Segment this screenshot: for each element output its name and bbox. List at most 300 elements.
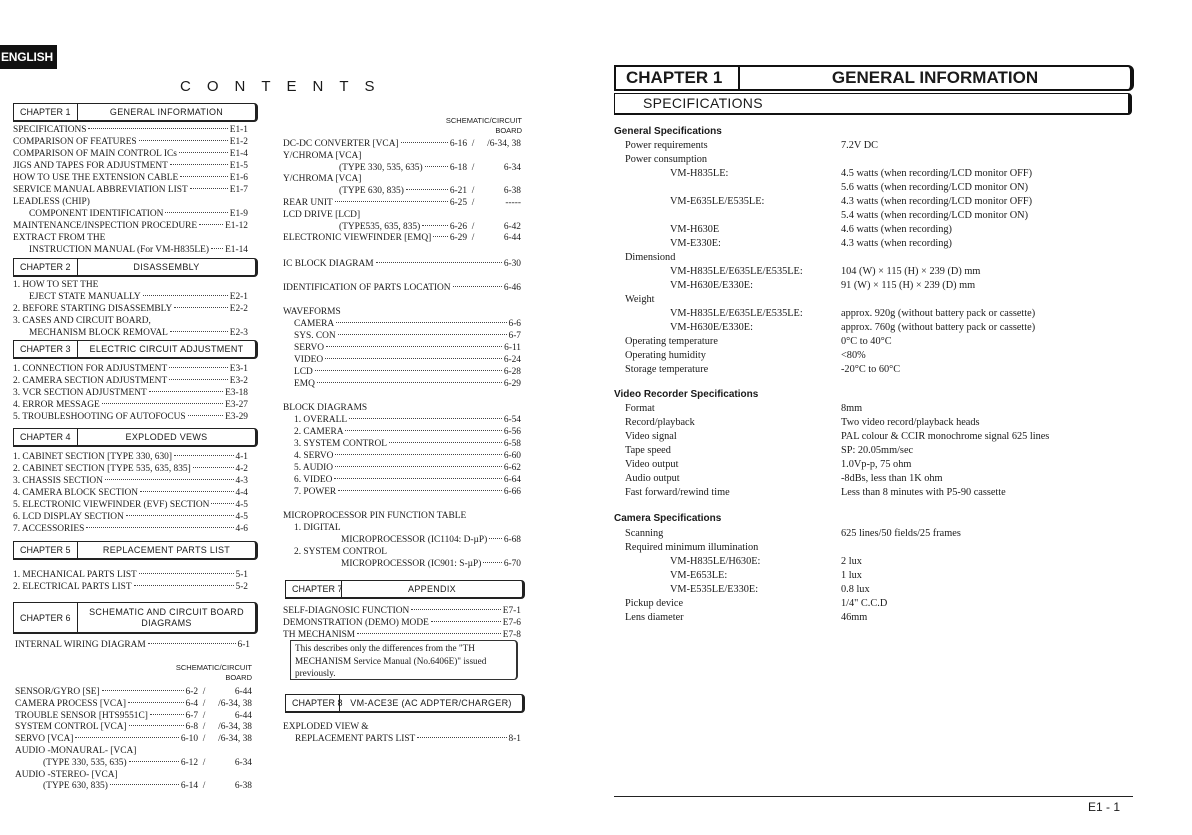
toc-entry-label: AUDIO -STEREO- [VCA] — [15, 769, 118, 780]
toc-entry-label: EXPLODED VIEW & — [283, 722, 369, 732]
toc-entry-page: 4-1 — [235, 452, 248, 462]
toc-entry-label: (TYPE 330, 535, 635) — [339, 162, 423, 173]
toc-leader — [389, 442, 502, 443]
toc-entry-label: MAINTENANCE/INSPECTION PROCEDURE — [13, 221, 198, 231]
toc-entry-label: SERVO [VCA] — [15, 734, 74, 745]
spec-label: VM-E535LE/E330E: — [670, 584, 759, 595]
spec-label: Power requirements — [625, 140, 708, 151]
toc-entry — [283, 617, 521, 629]
toc-entry-label: 3. CASES AND CIRCUIT BOARD, — [13, 316, 151, 326]
toc-entry — [15, 733, 252, 745]
toc-entry-label: SELF-DIAGNOSIC FUNCTION — [283, 606, 410, 616]
schematic-page: 6-2 — [185, 687, 199, 697]
toc-entry — [341, 558, 521, 570]
toc-entry — [294, 522, 521, 534]
toc-entry-page: E7-1 — [502, 606, 521, 616]
toc-entry-label: 4. SERVO — [294, 451, 334, 461]
toc-leader — [417, 737, 506, 738]
spec-label: Scanning — [625, 528, 664, 539]
spec-value: approx. 920g (without battery pack or cassette) — [841, 308, 1036, 319]
chapter-box-title: EXPLODED VEWS — [125, 432, 208, 442]
board-page: 6-34 — [503, 162, 521, 173]
spec-label: Lens diameter — [625, 612, 684, 623]
spec-label: VM-H630E — [670, 224, 720, 235]
toc-entry — [339, 185, 521, 197]
toc-entry — [294, 462, 521, 474]
toc-entry — [283, 197, 521, 209]
toc-leader — [150, 714, 184, 715]
toc-entry — [294, 546, 521, 558]
toc-entry-page: 4-6 — [235, 524, 248, 534]
toc-entry-label: 4. CAMERA BLOCK SECTION — [13, 488, 139, 498]
spec-value: 1/4" C.C.D — [841, 598, 888, 609]
toc-entry-label: CAMERA — [294, 319, 335, 329]
toc-entry — [339, 221, 521, 233]
toc-entry — [29, 244, 248, 256]
toc-entry — [43, 757, 252, 769]
toc-leader — [126, 515, 234, 516]
toc-entry-page: 5-1 — [235, 570, 248, 580]
toc-entry-label: MICROPROCESSOR (IC1104: D-µP) — [341, 535, 488, 545]
board-page: /6-34, 38 — [487, 139, 521, 149]
toc-entry-label: 1. OVERALL — [294, 415, 348, 425]
toc-entry — [13, 148, 248, 160]
spec-value: <80% — [841, 350, 866, 361]
toc-entry — [15, 686, 252, 698]
toc-entry-label: JIGS AND TAPES FOR ADJUSTMENT — [13, 161, 168, 171]
spec-value: 5.4 watts (when recording/LCD monitor ON) — [841, 210, 1029, 221]
page-separator: / — [198, 757, 210, 768]
toc-entry-page: 4-4 — [235, 488, 248, 498]
chapter-box — [13, 258, 258, 277]
toc-entry — [283, 209, 521, 221]
page-separator: / — [467, 162, 479, 173]
toc-entry — [15, 698, 252, 710]
toc-entry-label: 3. CHASSIS SECTION — [13, 476, 103, 486]
page-separator: / — [467, 198, 479, 208]
page-separator: / — [467, 139, 479, 149]
chapter-box-number: CHAPTER 5 — [14, 542, 78, 558]
page-separator: / — [467, 233, 479, 244]
toc-entry — [294, 366, 521, 378]
spec-label: Fast forward/rewind time — [625, 487, 730, 498]
chapter-box-number: CHAPTER 4 — [14, 429, 78, 445]
spec-value: 4.5 watts (when recording/LCD monitor OFF) — [841, 168, 1033, 179]
toc-leader — [88, 128, 227, 129]
toc-entry-label: 6. LCD DISPLAY SECTION — [13, 512, 124, 522]
toc-heading: BLOCK DIAGRAMS — [283, 403, 368, 413]
toc-entry — [294, 414, 521, 426]
toc-entry — [294, 342, 521, 354]
toc-leader — [102, 690, 184, 691]
toc-entry-page: 6-6 — [508, 319, 521, 329]
toc-leader — [75, 737, 178, 738]
toc-entry-label: (TYPE 630, 835) — [339, 186, 404, 197]
toc-entry — [294, 354, 521, 366]
toc-entry-label: LCD DRIVE [LCD] — [283, 209, 361, 220]
toc-entry-page: E3-1 — [229, 364, 248, 374]
toc-entry — [13, 232, 248, 244]
toc-entry-label: COMPARISON OF FEATURES — [13, 137, 137, 147]
toc-entry-label: 2. ELECTRICAL PARTS LIST — [13, 582, 132, 592]
spec-value: 4.3 watts (when recording/LCD monitor OFF) — [841, 196, 1033, 207]
toc-leader — [110, 784, 179, 785]
toc-entry-label: 5. AUDIO — [294, 463, 334, 473]
chapter-box — [285, 580, 525, 599]
chapter-box — [13, 602, 258, 634]
toc-leader — [338, 490, 502, 491]
toc-entry — [15, 745, 252, 757]
toc-entry-page: 6-54 — [503, 415, 521, 425]
page-separator: / — [198, 698, 210, 709]
spec-label: VM-H835LE/E635LE/E535LE: — [670, 308, 803, 319]
toc-leader — [86, 527, 233, 528]
toc-entry-label: 1. MECHANICAL PARTS LIST — [13, 570, 137, 580]
page-separator: / — [467, 186, 479, 197]
board-page: /6-34, 38 — [218, 722, 252, 733]
chapter-box-number: CHAPTER 1 — [14, 104, 78, 120]
schematic-page: 6-10 — [180, 734, 199, 745]
toc-entry-page: 4-5 — [235, 500, 248, 510]
toc-entry-label: EXTRACT FROM THE — [13, 233, 106, 243]
schematic-page: 6-7 — [185, 710, 199, 721]
toc-entry-label: 5. TROUBLESHOOTING OF AUTOFOCUS — [13, 412, 186, 422]
schematic-page: 6-29 — [449, 233, 468, 244]
toc-entry-label: 2. SYSTEM CONTROL — [294, 547, 387, 557]
toc-entry — [13, 279, 248, 291]
footer-rule — [614, 796, 1133, 797]
toc-entry-label: (TYPE535, 635, 835) — [339, 221, 421, 232]
chapter-box-title: DISASSEMBLY — [133, 262, 200, 272]
section-title: SPECIFICATIONS — [614, 93, 1132, 115]
toc-heading: WAVEFORMS — [283, 307, 341, 317]
toc-entry-page: 6-66 — [503, 487, 521, 497]
toc-leader — [325, 358, 502, 359]
schematic-header: SCHEMATIC/CIRCUIT BOARD — [445, 116, 522, 135]
chapter-title: GENERAL INFORMATION — [831, 68, 1039, 87]
spec-label: Record/playback — [625, 417, 695, 428]
chapter-box-number: CHAPTER 6 — [14, 603, 78, 632]
toc-entry — [13, 387, 248, 399]
toc-leader — [431, 621, 501, 622]
toc-entry-label: EMQ — [294, 379, 315, 389]
spec-value: 0°C to 40°C — [841, 336, 892, 347]
toc-entry-label: 1. HOW TO SET THE — [13, 280, 99, 290]
toc-entry-label: DC-DC CONVERTER [VCA] — [283, 139, 399, 149]
toc-entry-label: IC BLOCK DIAGRAM — [283, 259, 374, 269]
toc-leader — [411, 609, 500, 610]
toc-entry-page: E3-2 — [229, 376, 248, 386]
toc-entry-label: SERVICE MANUAL ABBREVIATION LIST — [13, 185, 188, 195]
chapter-box-number: CHAPTER 8 — [286, 695, 340, 711]
board-page: 6-44 — [234, 710, 252, 721]
toc-leader — [489, 538, 502, 539]
spec-label: Operating humidity — [625, 350, 706, 361]
toc-leader — [338, 334, 507, 335]
spec-value: 2 lux — [841, 556, 862, 567]
chapter-number: CHAPTER 1 — [616, 67, 740, 89]
spec-label: Dimensiond — [625, 252, 676, 263]
chapter-box — [13, 103, 258, 122]
toc-entry-label: DEMONSTRATION (DEMO) MODE — [283, 618, 429, 628]
toc-leader — [129, 725, 184, 726]
toc-entry — [13, 172, 248, 184]
toc-entry — [13, 184, 248, 196]
page-separator: / — [198, 734, 210, 745]
toc-entry — [13, 569, 248, 581]
toc-leader — [188, 415, 223, 416]
toc-entry-page: E3-18 — [225, 388, 248, 398]
chapter-box-title: REPLACEMENT PARTS LIST — [102, 545, 231, 555]
toc-entry-page: E3-27 — [225, 400, 248, 410]
toc-leader — [334, 478, 501, 479]
toc-leader — [453, 286, 502, 287]
toc-leader — [170, 331, 228, 332]
spec-label: Format — [625, 403, 655, 414]
board-page: 6-44 — [234, 687, 252, 697]
toc-entry-label: 1. CABINET SECTION [TYPE 330, 630] — [13, 452, 172, 462]
spec-section-title: General Specifications — [614, 126, 722, 137]
toc-leader — [169, 379, 228, 380]
toc-entry-label: 1. DIGITAL — [294, 523, 341, 533]
spec-value: 7.2V DC — [841, 140, 878, 151]
toc-leader — [128, 702, 184, 703]
toc-entry-label: 6. VIDEO — [294, 475, 333, 485]
schematic-page: 6-14 — [180, 781, 199, 792]
spec-label: Operating temperature — [625, 336, 718, 347]
toc-entry-page: 6-1 — [237, 640, 250, 650]
spec-label: VM-E635LE/E535LE: — [670, 196, 765, 207]
chapter-box-number: CHAPTER 7 — [286, 581, 342, 597]
page-separator: / — [198, 710, 210, 721]
board-page: 6-42 — [503, 221, 521, 232]
toc-entry-page: E1-1 — [229, 125, 248, 135]
spec-value: 46mm — [841, 612, 868, 623]
schematic-page: 6-4 — [185, 698, 199, 709]
page-separator: / — [467, 221, 479, 232]
toc-entry-page: 6-64 — [503, 475, 521, 485]
spec-section-title: Camera Specifications — [614, 513, 722, 524]
toc-leader — [433, 236, 448, 237]
toc-entry-label: MECHANISM BLOCK REMOVAL — [29, 328, 168, 338]
toc-leader — [335, 454, 501, 455]
spec-value: 5.6 watts (when recording/LCD monitor ON) — [841, 182, 1029, 193]
toc-entry — [283, 232, 521, 244]
toc-entry-label: SYSTEM CONTROL [VCA] — [15, 722, 127, 733]
toc-entry-label: CAMERA PROCESS [VCA] — [15, 698, 126, 709]
chapter-heading — [614, 65, 1134, 91]
page-separator: / — [198, 722, 210, 733]
toc-entry-label: LEADLESS (CHIP) — [13, 197, 90, 207]
toc-entry-label: INSTRUCTION MANUAL (For VM-H835LE) — [29, 245, 209, 255]
toc-entry-label: (TYPE 330, 535, 635) — [43, 757, 127, 768]
spec-value: 0.8 lux — [841, 584, 870, 595]
toc-leader — [406, 189, 448, 190]
spec-value: 1 lux — [841, 570, 862, 581]
spec-value: -8dBs, less than 1K ohm — [841, 473, 943, 484]
toc-entry — [15, 721, 252, 733]
toc-entry — [13, 136, 248, 148]
spec-section-title: Video Recorder Specifications — [614, 389, 759, 400]
spec-value: SP: 20.05mm/sec — [841, 445, 914, 456]
spec-label: VM-E330E: — [670, 238, 721, 249]
toc-entry-label: MICROPROCESSOR (IC901: S-µP) — [341, 559, 482, 569]
toc-entry-label: SPECIFICATIONS — [13, 125, 87, 135]
toc-leader — [211, 503, 233, 504]
toc-entry — [294, 474, 521, 486]
board-page: 6-38 — [234, 781, 252, 792]
toc-entry-page: 6-70 — [503, 559, 521, 569]
toc-entry-page: E2-3 — [229, 328, 248, 338]
toc-leader — [169, 367, 228, 368]
toc-leader — [357, 633, 501, 634]
toc-entry — [13, 303, 248, 315]
toc-leader — [336, 322, 506, 323]
toc-entry-label: SYS. CON — [294, 331, 336, 341]
toc-entry-page: 8-1 — [508, 734, 521, 744]
toc-entry-page: 6-56 — [503, 427, 521, 437]
toc-leader — [129, 761, 179, 762]
toc-entry-page: 5-2 — [235, 582, 248, 592]
toc-entry-label: HOW TO USE THE EXTENSION CABLE — [13, 173, 179, 183]
board-page: /6-34, 38 — [218, 698, 252, 709]
spec-label: VM-E653LE: — [670, 570, 728, 581]
toc-entry-page: 6-28 — [503, 367, 521, 377]
toc-entry-label: TROUBLE SENSOR [HTS9551C] — [15, 710, 148, 721]
toc-entry-page: 6-60 — [503, 451, 521, 461]
toc-entry — [283, 258, 521, 270]
chapter-box-title: SCHEMATIC AND CIRCUIT BOARD DIAGRAMS — [89, 606, 244, 628]
spec-label: Weight — [625, 294, 655, 305]
toc-entry-page: E7-6 — [502, 618, 521, 628]
toc-leader — [345, 430, 501, 431]
toc-entry — [29, 208, 248, 220]
toc-entry — [13, 196, 248, 208]
toc-entry-label: 4. ERROR MESSAGE — [13, 400, 100, 410]
toc-entry — [15, 769, 252, 781]
toc-entry-label: 2. CAMERA SECTION ADJUSTMENT — [13, 376, 168, 386]
toc-entry — [13, 523, 248, 535]
spec-label: VM-H835LE: — [670, 168, 729, 179]
toc-entry — [339, 162, 521, 174]
toc-entry-label: 7. ACCESSORIES — [13, 524, 85, 534]
schematic-page: 6-25 — [449, 198, 468, 208]
schematic-page: 6-16 — [449, 139, 468, 149]
toc-entry — [13, 160, 248, 172]
toc-entry — [13, 487, 248, 499]
toc-entry-page: E2-1 — [229, 292, 248, 302]
board-page: 6-34 — [234, 757, 252, 768]
appendix-note: This describes only the differences from the "TH MECHANISM Service Manual (No.6406E)" issued previously. — [290, 640, 518, 680]
toc-leader — [349, 418, 502, 419]
schematic-page: 6-8 — [185, 722, 199, 733]
toc-leader — [180, 176, 228, 177]
toc-entry-label: 2. BEFORE STARTING DISASSEMBLY — [13, 304, 173, 314]
toc-entry — [283, 721, 521, 733]
toc-entry — [294, 486, 521, 498]
chapter-box — [13, 340, 258, 359]
toc-entry-label: EJECT STATE MANUALLY — [29, 292, 141, 302]
toc-entry-label: REPLACEMENT PARTS LIST — [295, 734, 416, 744]
toc-leader — [401, 142, 448, 143]
toc-entry-page: E1-12 — [225, 221, 248, 231]
toc-entry-page: E1-14 — [225, 245, 248, 255]
chapter-box — [285, 694, 525, 713]
toc-entry-page: 6-29 — [503, 379, 521, 389]
toc-entry — [13, 581, 248, 593]
spec-label: VM-H835LE/H630E: — [670, 556, 761, 567]
language-tab: ENGLISH — [0, 45, 57, 69]
toc-entry — [13, 124, 248, 136]
toc-entry — [13, 363, 248, 375]
toc-leader — [425, 166, 448, 167]
page-separator: / — [198, 781, 210, 792]
spec-value: 4.6 watts (when recording) — [841, 224, 952, 235]
toc-leader — [165, 212, 227, 213]
toc-leader — [149, 391, 223, 392]
toc-leader — [139, 573, 234, 574]
spec-label: VM-H630E/E330E: — [670, 280, 753, 291]
page-number: E1 - 1 — [1088, 800, 1121, 814]
toc-entry-page: E3-29 — [225, 412, 248, 422]
toc-entry-page: E1-4 — [229, 149, 248, 159]
toc-entry-page: 6-24 — [503, 355, 521, 365]
board-page: ----- — [505, 198, 521, 208]
toc-leader — [422, 225, 448, 226]
toc-entry-label: 3. VCR SECTION ADJUSTMENT — [13, 388, 147, 398]
spec-label: VM-H835LE/E635LE/E535LE: — [670, 266, 803, 277]
schematic-header: SCHEMATIC/CIRCUIT BOARD — [175, 663, 252, 682]
spec-label: Video output — [625, 459, 679, 470]
toc-entry-label: TH MECHANISM — [283, 630, 356, 640]
toc-entry — [13, 451, 248, 463]
toc-entry-label: SENSOR/GYRO [SE] — [15, 687, 100, 697]
toc-entry-label: (TYPE 630, 835) — [43, 781, 108, 792]
toc-leader — [105, 479, 234, 480]
toc-entry-label: IDENTIFICATION OF PARTS LOCATION — [283, 283, 451, 293]
toc-leader — [148, 643, 236, 644]
toc-leader — [170, 164, 228, 165]
spec-value: 91 (W) × 115 (H) × 239 (D) mm — [841, 280, 976, 291]
toc-leader — [199, 224, 223, 225]
toc-entry — [15, 639, 250, 651]
toc-entry — [13, 499, 248, 511]
toc-leader — [140, 491, 233, 492]
toc-leader — [174, 307, 228, 308]
toc-leader — [102, 403, 223, 404]
toc-entry-page: 6-62 — [503, 463, 521, 473]
toc-entry — [294, 438, 521, 450]
toc-entry — [13, 375, 248, 387]
spec-value: 8mm — [841, 403, 863, 414]
chapter-box-title: APPENDIX — [408, 584, 456, 594]
toc-leader — [335, 201, 448, 202]
spec-value: 104 (W) × 115 (H) × 239 (D) mm — [841, 266, 981, 277]
toc-entry — [13, 315, 248, 327]
toc-entry-label: LCD — [294, 367, 313, 377]
spec-value: PAL colour & CCIR monochrome signal 625 lines — [841, 431, 1050, 442]
toc-heading: MICROPROCESSOR PIN FUNCTION TABLE — [283, 511, 467, 521]
toc-entry-page: 4-5 — [235, 512, 248, 522]
spec-value: approx. 760g (without battery pack or cassette) — [841, 322, 1036, 333]
spec-label: Audio output — [625, 473, 680, 484]
toc-leader — [317, 382, 502, 383]
spec-label: Tape speed — [625, 445, 671, 456]
toc-entry-page: E1-7 — [229, 185, 248, 195]
toc-leader — [190, 188, 228, 189]
toc-entry-label: 1. CONNECTION FOR ADJUSTMENT — [13, 364, 168, 374]
toc-entry-label: 7. POWER — [294, 487, 337, 497]
